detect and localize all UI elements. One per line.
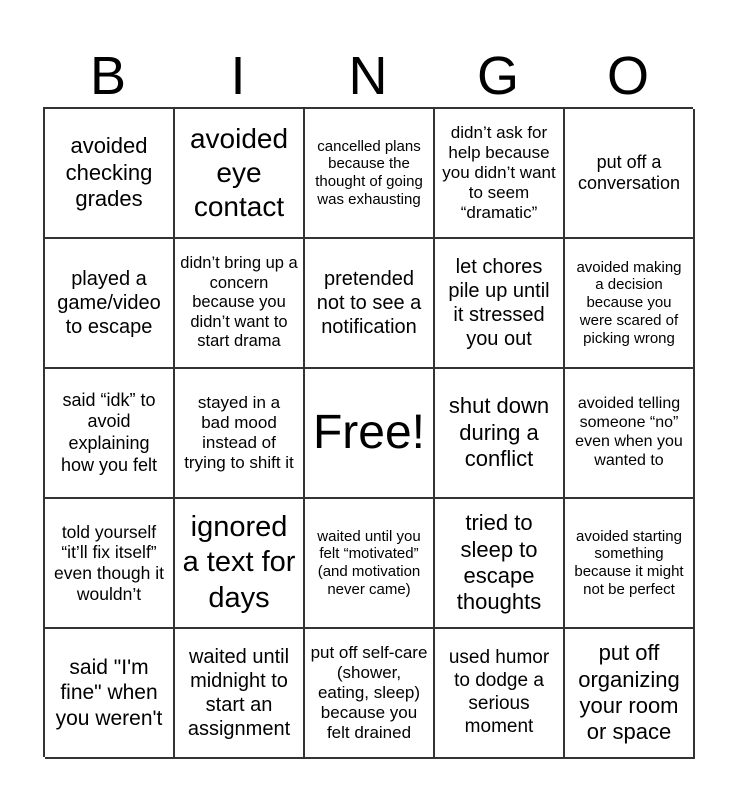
cell-text: let chores pile up until it stressed you out — [448, 256, 550, 350]
bingo-cell[interactable] — [435, 239, 565, 369]
header-letter-i: I — [230, 46, 246, 106]
bingo-cell[interactable] — [305, 499, 435, 629]
bingo-cell[interactable] — [435, 499, 565, 629]
cell-text: shut down during a conflict — [448, 393, 550, 472]
cell-text: stayed in a bad mood instead of trying to shift it — [184, 392, 294, 473]
bingo-cell[interactable] — [565, 239, 695, 369]
bingo-cell[interactable] — [45, 499, 175, 629]
bingo-cell[interactable] — [175, 239, 305, 369]
cell-text: tried to sleep to escape thoughts — [456, 510, 542, 615]
cell-text: cancelled plans because the thought of going was exhausting — [315, 137, 423, 208]
bingo-cell[interactable] — [175, 109, 305, 239]
cell-text: played a game/video to escape — [57, 268, 161, 338]
cell-text: avoided telling someone “no” even when you wanted to — [575, 395, 683, 469]
bingo-cell[interactable] — [45, 629, 175, 759]
cell-text: put off self-care (shower, eating, sleep) because you felt drained — [310, 642, 428, 743]
bingo-grid — [43, 107, 693, 757]
cell-text: avoided making a decision because you were scared of picking wrong — [576, 258, 682, 347]
header-letter-o: O — [606, 46, 649, 106]
cell-text: avoided starting something because it might not be perfect — [574, 527, 684, 598]
bingo-cell[interactable] — [175, 499, 305, 629]
cell-text: said "I'm fine" when you weren't — [55, 656, 163, 730]
bingo-cell[interactable] — [175, 369, 305, 499]
bingo-cell[interactable] — [565, 499, 695, 629]
bingo-cell[interactable] — [565, 109, 695, 239]
header-letter-b: B — [89, 46, 127, 106]
bingo-cell[interactable] — [175, 629, 305, 759]
bingo-cell[interactable] — [435, 629, 565, 759]
bingo-cell[interactable] — [45, 109, 175, 239]
header-letter-n: N — [348, 46, 388, 106]
cell-text: waited until you felt “motivated” (and motivation never came) — [317, 527, 421, 598]
free-space-label: Free! — [312, 406, 426, 459]
cell-text: pretended not to see a notification — [316, 268, 422, 338]
cell-text: waited until midnight to start an assignment — [187, 646, 291, 740]
bingo-cell[interactable] — [435, 369, 565, 499]
bingo-cell[interactable] — [45, 239, 175, 369]
bingo-cell[interactable] — [305, 109, 435, 239]
cell-text: avoided checking grades — [65, 133, 153, 212]
cell-text: put off organizing your room or space — [578, 640, 680, 745]
cell-text: told yourself “it’ll fix itself” even though it wouldn’t — [54, 521, 164, 604]
bingo-cell[interactable] — [305, 629, 435, 759]
cell-text: used humor to dodge a serious moment — [448, 647, 550, 737]
bingo-cell[interactable] — [565, 629, 695, 759]
cell-text: ignored a text for days — [182, 510, 296, 614]
cell-text: didn’t bring up a concern because you didn’t want to start drama — [180, 254, 298, 351]
bingo-cell[interactable] — [45, 369, 175, 499]
cell-text: avoided eye contact — [189, 122, 289, 223]
cell-text: said “idk” to avoid explaining how you felt — [60, 389, 158, 475]
cell-text: put off a conversation — [577, 151, 681, 193]
header-letter-g: G — [476, 46, 519, 106]
bingo-header — [43, 44, 693, 108]
cell-text: didn’t ask for help because you didn’t want to seem “dramatic” — [442, 122, 556, 223]
bingo-cell[interactable] — [565, 369, 695, 499]
bingo-cell[interactable] — [435, 109, 565, 239]
free-space[interactable] — [305, 369, 435, 499]
bingo-cell[interactable] — [305, 239, 435, 369]
